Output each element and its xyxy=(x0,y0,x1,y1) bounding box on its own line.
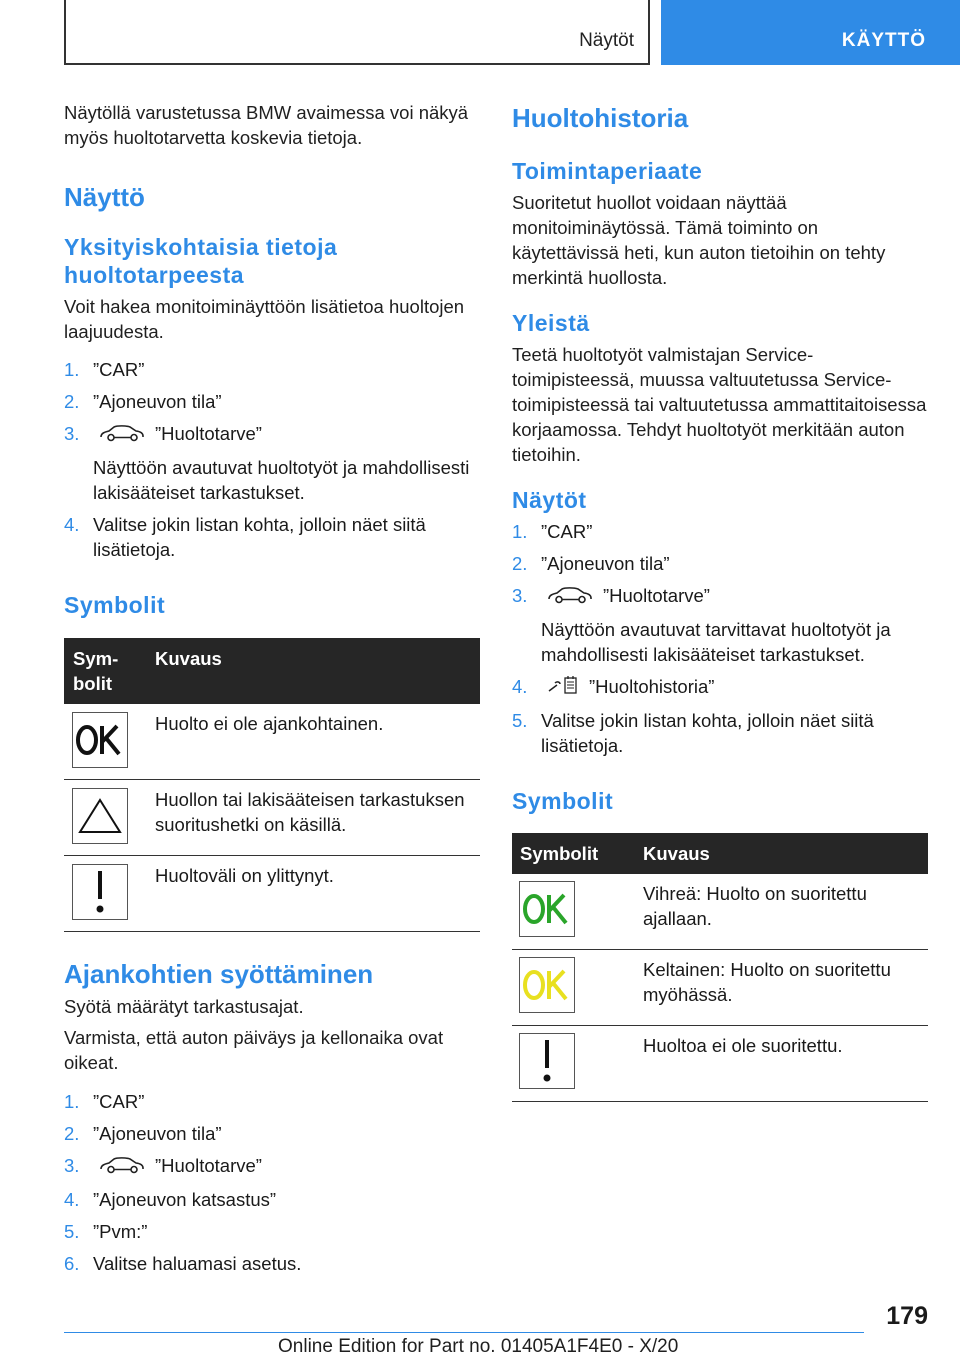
heading-display: Näyttö xyxy=(64,182,145,212)
table-header-row xyxy=(512,833,928,874)
car-icon xyxy=(547,585,593,610)
list-item: 2. ”Ajoneuvon tila” xyxy=(512,553,670,574)
list-item: 5. ”Pvm:” xyxy=(64,1220,148,1242)
list-item: 2. ”Ajoneuvon tila” xyxy=(64,1123,222,1145)
table-header-row xyxy=(64,638,480,704)
details-steps xyxy=(64,357,480,562)
header-chapter-tab xyxy=(661,0,960,65)
header-box xyxy=(64,0,650,65)
table-row: Vihreä: Huolto on suoritettu ajallaan. xyxy=(512,874,928,950)
service-history-icon xyxy=(547,675,579,701)
list-item: 4. Valitse jokin listan kohta, jolloin näet siitä lisätietoja. xyxy=(64,513,426,560)
table-row: Huoltoväli on ylittynyt. xyxy=(64,856,480,932)
displays-steps xyxy=(512,519,928,758)
list-item: 4. ”Huoltohistoria” xyxy=(512,674,928,701)
list-item: 3. ”Huoltotarve” Näyttöön avautuvat tarvittavat huoltotyöt ja mahdollisesti lakisääteiset tarkastukset. xyxy=(512,585,891,665)
list-item: 4. ”Ajoneuvon katsastus” xyxy=(64,1188,277,1210)
symbols-table-right xyxy=(512,833,928,1103)
list-item: 1. ”CAR” xyxy=(64,1091,145,1113)
list-item: 6. Valitse haluamasi asetus. xyxy=(64,1252,302,1274)
list-item: 2. ”Ajoneuvon tila” xyxy=(64,391,222,412)
heading-details: Yksityiskohtaisia tietoja huoltotarpeesta xyxy=(64,234,338,288)
table-row: Huoltoa ei ole suoritettu. xyxy=(512,1026,928,1102)
intro-text: Näytöllä varustetussa BMW avaimessa voi näkyä myös huoltotarvetta koskevia tietoja. xyxy=(64,102,469,148)
heading-displays: Näytöt xyxy=(512,487,587,513)
dates-steps xyxy=(64,1089,480,1276)
list-item: 1. ”CAR” xyxy=(64,359,145,380)
heading-symbols: Symbolit xyxy=(64,591,166,618)
list-item: 3. ”Huoltotarve” xyxy=(64,1153,480,1180)
page-number: 179 xyxy=(886,1302,928,1330)
car-icon xyxy=(99,1155,145,1180)
heading-dates: Ajankohtien syöttäminen xyxy=(64,959,374,990)
table-row: Huolto ei ole ajankohtainen. xyxy=(64,704,480,780)
header-section-title: Näytöt xyxy=(579,30,634,51)
footer-edition: Online Edition for Part no. 01405A1F4E0 - X/20 xyxy=(278,1336,679,1357)
list-item: 1. ”CAR” xyxy=(512,521,593,542)
dates-text-2: Varmista, että auton päiväys ja kellonaika ovat oikeat. xyxy=(64,1027,444,1074)
details-text: Voit hakea monitoiminäyttöön lisätietoa huoltojen laajuudesta. xyxy=(64,296,465,342)
heading-principle: Toimintaperiaate xyxy=(512,158,703,184)
dates-text-1: Syötä määrätyt tarkastusajat. xyxy=(64,996,304,1018)
header-chapter-title: KÄYTTÖ xyxy=(841,30,926,51)
warning-triangle-icon xyxy=(72,788,128,844)
heading-symbols-right: Symbolit xyxy=(512,787,614,814)
ok-yellow-icon xyxy=(519,957,575,1013)
table-header-description: Kuvaus xyxy=(146,638,480,704)
left-column xyxy=(64,100,480,1283)
table-header-symbol: Symbolit xyxy=(512,833,634,874)
ok-icon xyxy=(72,712,128,768)
table-header-description: Kuvaus xyxy=(634,833,928,874)
symbols-table xyxy=(64,638,480,933)
right-column xyxy=(512,100,928,1102)
ok-green-icon xyxy=(519,881,575,937)
heading-history: Huoltohistoria xyxy=(512,103,689,133)
principle-text: Suoritetut huollot voidaan näyttää monitoiminäytössä. Tämä toiminto on käytettävissä heti, kun auton tietoihin on tehty merkintä huollosta. xyxy=(512,192,886,288)
table-row: Huollon tai lakisääteisen tarkastuksen suoritushetki on käsillä. xyxy=(64,780,480,856)
list-item: 3. ”Huoltotarve” Näyttöön avautuvat huoltotyöt ja mahdollisesti lakisääteiset tarkastukset. xyxy=(64,423,470,503)
heading-general: Yleistä xyxy=(512,310,590,336)
exclamation-icon xyxy=(72,864,128,920)
exclamation-icon xyxy=(519,1033,575,1089)
list-item: 5. Valitse jokin listan kohta, jolloin näet siitä lisätietoja. xyxy=(512,709,874,756)
general-text: Teetä huoltotyöt valmistajan Service-toimipisteessä, muussa valtuutetussa Service-toimipisteessä tai valtuutetussa ammattitaitoisessa korjaamossa. Tehdyt huoltotyöt merkitään auton tietoihin. xyxy=(512,344,927,465)
table-row: Keltainen: Huolto on suoritettu myöhässä. xyxy=(512,950,928,1026)
table-header-symbol: Sym-bolit xyxy=(64,638,146,704)
footer-divider xyxy=(64,1332,864,1333)
car-icon xyxy=(99,423,145,448)
